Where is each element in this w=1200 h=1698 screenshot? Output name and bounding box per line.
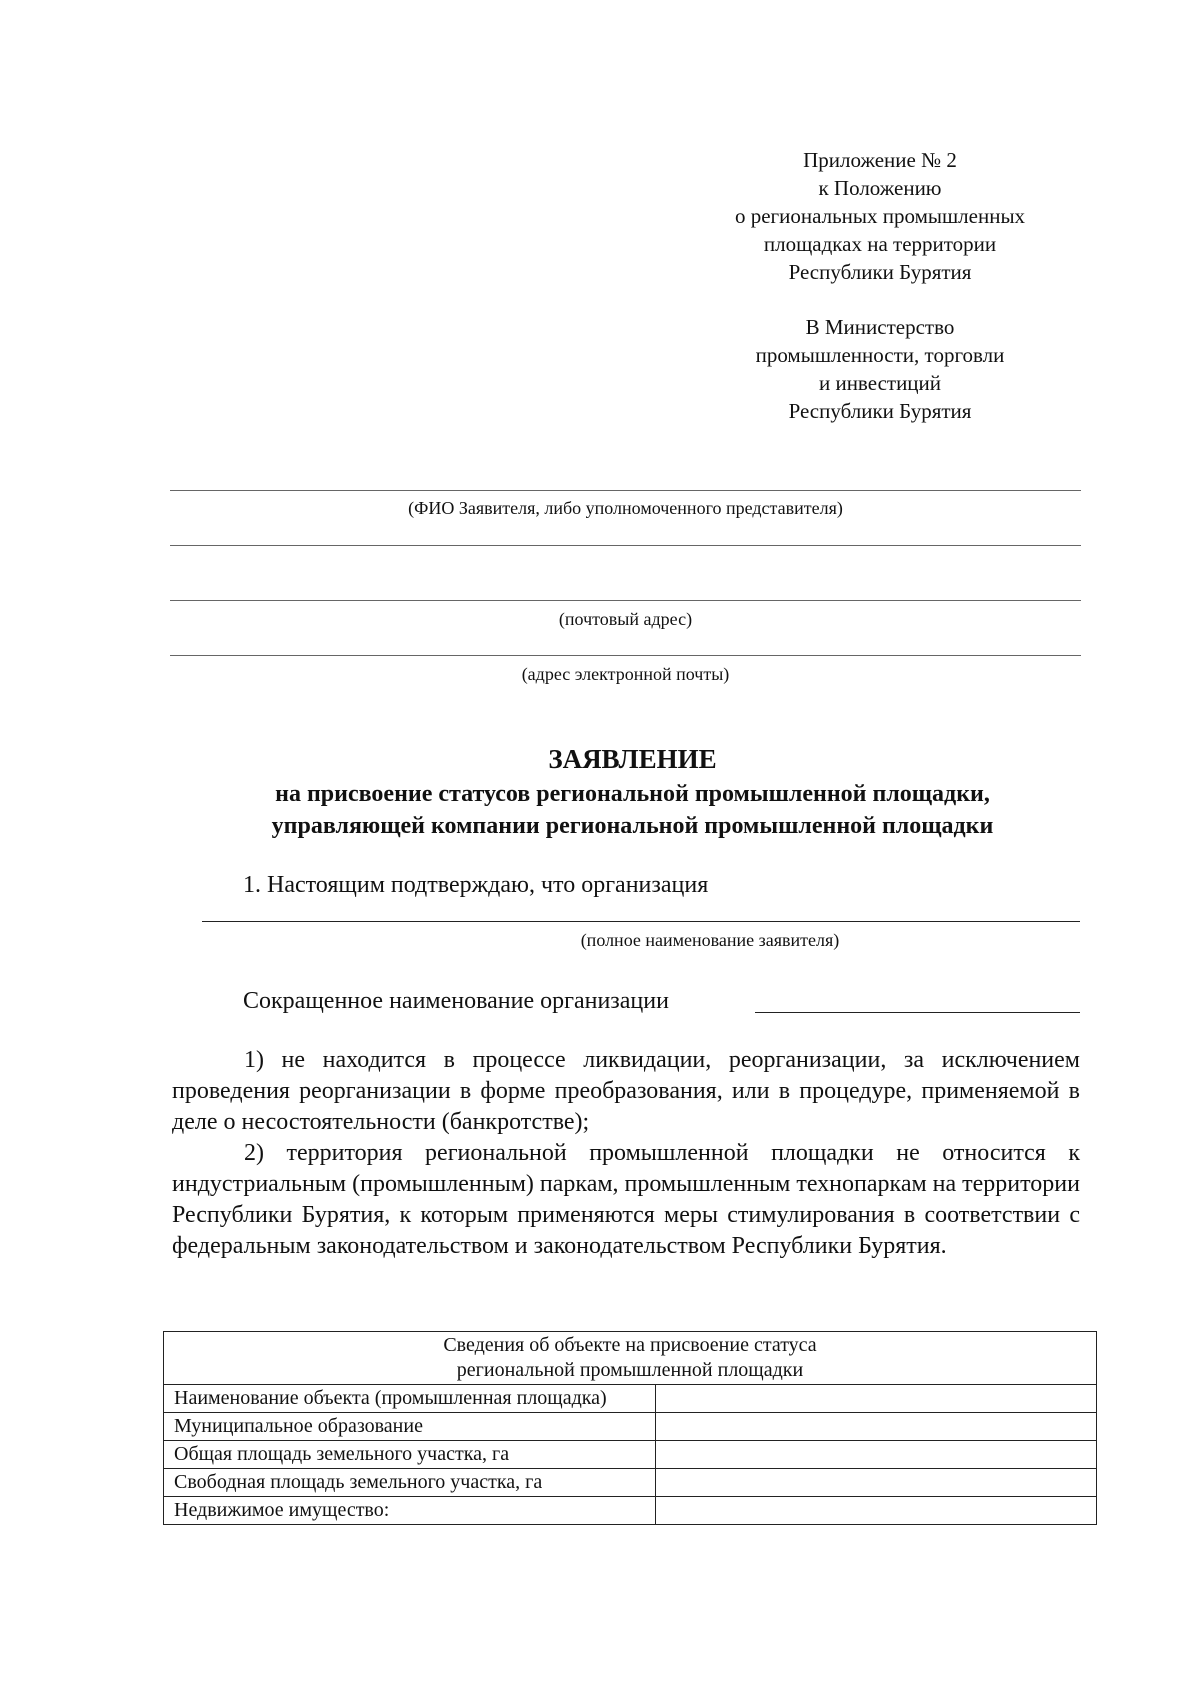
row-value-cell[interactable]	[656, 1497, 1097, 1525]
row-label: Недвижимое имущество:	[164, 1497, 656, 1525]
annex-line: Республики Бурятия	[788, 260, 972, 284]
row-value-cell[interactable]	[656, 1441, 1097, 1469]
annex-line: Приложение № 2	[803, 148, 957, 172]
addressee-block	[700, 313, 1060, 425]
table-header-line: Сведения об объекте на присвоение статуса	[443, 1334, 817, 1356]
row-label: Свободная площадь земельного участка, га	[164, 1469, 656, 1497]
annex-line: о региональных промышленных	[734, 204, 1026, 228]
postal-fill-line[interactable]	[170, 600, 1081, 601]
condition-item: 2) территория региональной промышленной площадки не относится к индустриальным (промышленным) паркам, промышленным технопаркам на территории Республики Бурятия, к которым применяются меры стимулирования в соответствии с федеральным законодательством и законодательством Республики Бурятия.	[172, 1140, 1080, 1259]
email-caption: (адрес электронной почты)	[521, 664, 730, 684]
addressee-line: и инвестиций	[818, 371, 942, 395]
postal-caption: (почтовый адрес)	[558, 609, 693, 629]
document-title: ЗАЯВЛЕНИЕ	[548, 744, 717, 774]
table-row	[164, 1413, 1097, 1441]
addressee-line: Республики Бурятия	[788, 399, 972, 423]
fio-extra-fill-line[interactable]	[170, 545, 1081, 546]
table-row	[164, 1497, 1097, 1525]
row-value-cell[interactable]	[656, 1413, 1097, 1441]
row-value-cell[interactable]	[656, 1385, 1097, 1413]
conditions-list	[172, 1045, 1080, 1262]
table-row	[164, 1469, 1097, 1497]
condition-item: 1) не находится в процессе ликвидации, реорганизации, за исключением проведения реорганизации в форме преобразования, или в процедуре, применяемой в деле о несостоятельности (банкротстве);	[172, 1047, 1080, 1135]
annex-line: площадках на территории	[763, 232, 997, 256]
document-subtitle-line: управляющей компании региональной промышленной площадки	[271, 813, 994, 839]
table-header-row	[164, 1332, 1097, 1385]
row-label: Наименование объекта (промышленная площадка)	[164, 1385, 656, 1413]
addressee-line: В Министерство	[805, 315, 955, 339]
table-header-line: региональной промышленной площадки	[456, 1359, 804, 1381]
full-name-caption: (полное наименование заявителя)	[580, 930, 840, 950]
document-subtitle-line: на присвоение статусов региональной промышленной площадки,	[275, 781, 990, 807]
row-label: Общая площадь земельного участка, га	[164, 1441, 656, 1469]
short-name-label: Сокращенное наименование организации	[243, 988, 669, 1014]
fio-caption: (ФИО Заявителя, либо уполномоченного представителя)	[408, 498, 843, 518]
row-label: Муниципальное образование	[164, 1413, 656, 1441]
addressee-line: промышленности, торговли	[755, 343, 1005, 367]
table-row	[164, 1385, 1097, 1413]
row-value-cell[interactable]	[656, 1469, 1097, 1497]
fio-fill-line[interactable]	[170, 490, 1081, 491]
short-name-fill-line[interactable]	[755, 1012, 1080, 1013]
annex-line: к Положению	[818, 176, 942, 200]
table-header	[164, 1332, 1097, 1385]
full-name-fill-line[interactable]	[202, 921, 1080, 922]
confirm-text: 1. Настоящим подтверждаю, что организация	[243, 872, 709, 898]
email-fill-line[interactable]	[170, 655, 1081, 656]
annex-header	[700, 146, 1060, 286]
table-row	[164, 1441, 1097, 1469]
object-info-table	[163, 1331, 1097, 1525]
